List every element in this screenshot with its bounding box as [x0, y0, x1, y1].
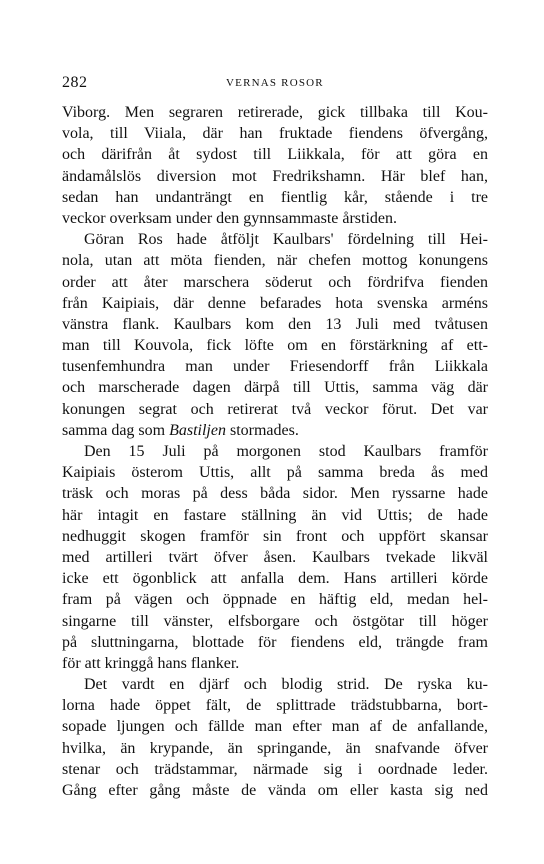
text-line: nola, utan att möta fienden, när chefen mottog konungens: [62, 252, 488, 270]
text-line: Den 15 Juli på morgonen stod Kaulbars framför: [84, 443, 488, 460]
text-line: på sluttningarna, blottade för fiendens eld, trängde fram: [62, 633, 488, 651]
text-line: Viborg. Men segraren retirerade, gick tillbaka till Kou-: [62, 104, 488, 121]
text-segment: stormades.: [225, 421, 299, 439]
text-line: fram på vägen och öppnade en häftig eld, medan hel-: [62, 591, 488, 609]
text-line: sopade ljungen och fällde man efter man af de anfallande,: [62, 718, 488, 736]
text-line: konungen segrat och retirerat två veckor förut. Det var: [62, 400, 488, 418]
book-page: [62, 68, 488, 808]
body-text: [62, 102, 488, 801]
text-line: [62, 420, 488, 441]
text-line: ändamålslös diversion mot Fredrikshamn. Här blef han,: [62, 167, 488, 185]
page-header: [62, 68, 488, 98]
text-line: från Kaipiais, där denne befarades hota svenska arméns: [62, 294, 488, 312]
text-line: lorna hade öppet fält, de splittrade trädstubbarna, bort-: [62, 697, 488, 715]
text-line: hvilka, än krypande, än springande, än snafvande öfver: [62, 739, 488, 757]
text-segment: samma dag som: [62, 421, 170, 439]
page-number: 282: [62, 74, 88, 91]
text-line: icke ett ögonblick att anfalla dem. Hans artilleri körde: [62, 570, 488, 588]
text-line: med artilleri tvärt öfver åsen. Kaulbars tvekade likväl: [62, 548, 488, 566]
text-line: man till Kouvola, fick löfte om en förstärkning af ett-: [62, 337, 488, 355]
text-line: och marscherade dagen därpå till Uttis, samma väg där: [62, 379, 488, 397]
text-line: träsk och moras på dess båda sidor. Men ryssarne hade: [62, 485, 488, 503]
text-line: sedan han undanträngt en fientlig kår, stående i tre: [62, 188, 488, 206]
text-line: för att kringgå hans flanker.: [62, 654, 240, 672]
text-line: order att åter marschera söderut och fördrifva fienden: [62, 273, 488, 291]
italic-text: Bastiljen: [169, 421, 226, 439]
text-line: här intagit en fastare ställning än vid Uttis; de hade: [62, 506, 488, 524]
text-line: tusenfemhundra man under Friesendorff från Liikkala: [62, 358, 488, 376]
running-head: VERNAS ROSOR: [226, 77, 324, 89]
text-line: singarne till vänster, elfsborgare och östgötar till höger: [62, 612, 488, 630]
text-line: stenar och trädstammar, närmade sig i oordnade leder.: [62, 760, 488, 778]
text-line: veckor overksam under den gynnsammaste årstiden.: [62, 209, 398, 227]
text-line: vänstra flank. Kaulbars kom den 13 Juli med tvåtusen: [62, 315, 488, 333]
text-line: Kaipiais österom Uttis, allt på samma breda ås med: [62, 464, 488, 482]
text-line: Göran Ros hade åtföljt Kaulbars' fördelning till Hei-: [84, 231, 488, 249]
text-line: vola, till Viiala, där han fruktade fiendens öfvergång,: [62, 125, 488, 143]
text-line: och därifrån åt sydost till Liikkala, för att göra en: [62, 146, 488, 164]
text-line: Det vardt en djärf och blodig strid. De ryska ku-: [84, 676, 488, 694]
text-line: nedhuggit skogen framför sin front och uppfört skansar: [62, 527, 488, 545]
text-line: Gång efter gång måste de vända om eller kasta sig ned: [62, 782, 488, 799]
